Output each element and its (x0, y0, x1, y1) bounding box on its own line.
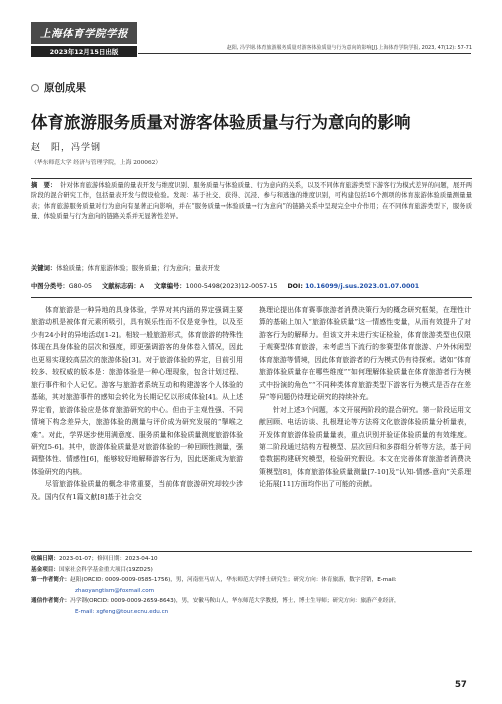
header-rule (138, 53, 471, 54)
first-author-email[interactable]: zhaoyangtism@foxmail.com (75, 587, 155, 594)
running-head: 赵阳, 冯学钢.体育旅游服务质量对游客体验质量与行为意向的影响[J].上海体育学院学报, 2023, 47(12): 57-71 (226, 45, 472, 51)
page-number: 57 (455, 680, 467, 690)
journal-logo (31, 22, 137, 60)
corr-author-email[interactable]: E-mail: xgfeng@tour.ecnu.edu.cn (75, 608, 169, 615)
first-author-label: 第一作者简介： (31, 577, 71, 584)
article-no-label: 文章编号： (154, 283, 186, 290)
body-column-left (31, 304, 243, 503)
keywords (31, 264, 472, 274)
footnotes (31, 554, 472, 618)
body-paragraph: 换理论提出体育赛事旅游者消费决策行为的概念研究框架，在理性计算的基础上加入“旅游体验质量”这一情感性变量，从而有效提升了对游客行为的解释力。但该文并未进行实证检验，体育旅游类型也仅限于观赛型体育旅游，未考虑当下流行的参赛型体育旅游、户外休闲型体育旅游等情境，因此体育旅游者的行为模式仍有待探索。诸如“体育旅游体验质量存在哪些维度”“如何理解体验质量在体育旅游者行为模式中扮演的角色”“不同种类体育旅游类型下游客行为模式是否存在差异”等问题仍待理论研究的持续补充。 (259, 306, 471, 402)
body-paragraph: 针对上述3个问题，本文开展两阶段的混合研究。第一阶段运用文献回顾、电话访谈、扎根理论等方法将文化旅游体验质量分析量表，开发体育旅游体验质量量表，重点识别并验证体验质量的有效维度。第二阶段通过结构方程模型、层次回归和多群组分析等方法，基于问卷数据构建研究模型，检验研究假设。本文在完善体育旅游者消费决策模型[8]，体育旅游体验质量测量[7-10]及“认知-情感-意向”关系理论拓展[11]方面均作出了可能的贡献。 (259, 405, 471, 489)
abstract-label: 摘 要： (31, 182, 57, 189)
article-no-value: 1000-5498(2023)12-0057-15 (185, 283, 278, 290)
first-author-info (31, 575, 472, 586)
article-meta (31, 281, 472, 290)
footnote-rule (31, 551, 472, 552)
fund-value: 国家社会科学基金重大项目(19ZD25) (58, 566, 153, 573)
affiliation: （华东师范大学 经济与管理学院，上海 200062） (31, 160, 162, 166)
received-value: 2023-01-07；修回日期：2023-04-10 (58, 556, 158, 562)
journal-name: 上海体育学院学报 (40, 27, 128, 40)
doi (287, 283, 419, 290)
journal-name-bar (31, 22, 137, 44)
keywords-label: 关键词： (31, 265, 57, 272)
authors: 赵 阳，冯学钢 (31, 143, 102, 153)
doi-label: DOI: (287, 283, 303, 290)
fund-info (31, 565, 472, 576)
corr-author-label: 通信作者简介： (31, 598, 71, 605)
section-label (31, 80, 86, 95)
abstract-text: 针对体育旅游体验质量的量表开发与维度识别、服务质量与体验质量、行为意向的关系，以及不同体育旅游类型下游客行为模式差异的问题，展开两阶段的混合研究工作，包括量表开发与假设检验。发现：基于社交、获得、沉浸、参与和逃逸的维度识别，可构建包括16个测项的体育旅游体验质量测量量表；体育旅游服务质量对行为意向有显著正向影响，并在“服务质量→体验质量→行为意向”的链路关系中呈现完全中介作用；在不同体育旅游类型下，服务质量、体验质量与行为意向的链路关系并无显著性差异。 (31, 182, 473, 221)
body-paragraph: 尽管旅游体验质量的概念非常重要，当前体育旅游研究却较少涉及。国内仅有1篇文献[8]基于社会交 (31, 480, 243, 501)
first-author-email-line (31, 586, 472, 597)
circle-bullet-icon (31, 84, 39, 92)
body-column-right (259, 304, 471, 491)
clc-label: 中图分类号： (31, 283, 69, 290)
keywords-text: 体验质量；体育旅游体验；服务质量；行为意向；量表开发 (56, 265, 220, 272)
doc-code-value: A (139, 283, 145, 290)
clc-value: G80-05 (68, 283, 92, 290)
issue-date-bar (31, 46, 137, 57)
received-label: 收稿日期： (31, 556, 59, 562)
abstract (31, 181, 472, 223)
body-paragraph: 体育旅游是一种异地的具身体验，学界对其内涵的界定强调主要旅游动机是被体育元素所吸引，具有娱乐性而不仅是竞争性，以及至少有24小时的异地活动[1-2]。相较一般旅游形式，体育旅游的特殊性体现在具身体验的层次和强度，即更强调游客的身体卷入情况，因此也更易实现较高层次的旅游体验[3]。对于旅游体验的界定，目前引用较多、较权威的版本是：旅游体验是一种心理现象，包含计划过程、旅行事件和个人记忆。游客与旅游者系统互动和构建游客个人体验的基础，其对旅游事件的感知会转化为长期记忆以形成体验[4]。从上述界定看，旅游体验应是体育旅游研究的中心。但由于主观性强、不同情境下构念差异大，旅游体验的测量与评价成为研究发展的“掣喉之难”。对此，学界逐步使用满意度、服务质量和体验质量测度旅游体验研究[5-6]。其中，旅游体验质量是对旅游体验的一种回顾性测量，强调整体性、情感性[6]，能够较好地解释游客行为，因此逐渐成为旅游体验研究的内核。 (31, 306, 243, 476)
doc-code-label: 文献标志码： (101, 283, 140, 290)
corr-author-info (31, 596, 472, 607)
fund-label: 基金项目： (31, 566, 59, 573)
section-label-text: 原创成果 (44, 82, 86, 94)
received-date (31, 554, 472, 565)
corr-author-value: 冯学钢(ORCID: 0009-0009-2659-8643)，男，安徽马鞍山人，华东师范大学教授，博士，博士生导师；研究方向：旅游产业经济， (70, 598, 400, 605)
doi-link[interactable]: 10.16099/j.sus.2023.01.07.0001 (305, 283, 420, 290)
issue-date: 2023年12月15日出版 (49, 48, 119, 56)
article-title: 体育旅游服务质量对游客体验质量与行为意向的影响 (31, 113, 411, 132)
first-author-value: 赵阳(ORCID: 0009-0009-0585-1756)，男，河南驻马店人，华东师范大学博士研究生；研究方向：体育旅游，数字营销，E-mail: (70, 577, 397, 584)
corr-author-email-line (31, 607, 472, 618)
